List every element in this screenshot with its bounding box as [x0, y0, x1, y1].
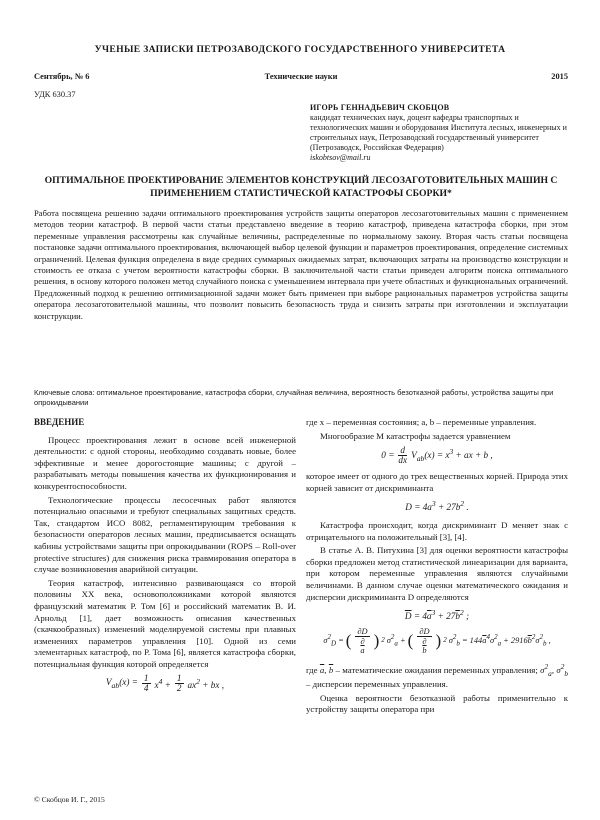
issue-date: Сентябрь, № 6 [34, 72, 90, 81]
paragraph: Многообразие M катастрофы задается уравнением [320, 430, 511, 441]
section-name: Технические науки [264, 72, 338, 81]
journal-title: УЧЕНЫЕ ЗАПИСКИ ПЕТРОЗАВОДСКОГО ГОСУДАРСТВЕННОГО УНИВЕРСИТЕТА [94, 44, 506, 55]
section-heading: ВВЕДЕНИЕ [34, 417, 85, 427]
copyright: © Скобцов И. Г., 2015 [34, 795, 105, 804]
paragraph: В статье А. В. Питухина [3] для оценки вероятности катастрофы сборки предложен метод статистической линеаризации для варианта, при котором переменные управления являются случайными величинами. В данном случае оценки математического ожидания и дисперсии дискриминанта D определяются [306, 545, 568, 602]
author-email[interactable]: iskobtsov@mail.ru [310, 153, 371, 162]
formula-discriminant: $D = 4a^3 + 27b^2$ . [405, 499, 469, 513]
issue-year: 2015 [551, 72, 568, 81]
abstract: Работа посвящена решению задачи оптимального проектирования устройств защиты операторов лесозаготовительных машин с применением методов теории катастроф. В первой части статьи представлено введение в теорию катастроф, приведена катастрофа сборки, при этом переменные управления рассмотрены как случайные величины, распределенные по нормальному закону. Вторая часть статьи посвящена постановке задачи оптимального проектирования, включающей выбор целевой функции и параметров проектирования, определение системных ограничений. Целевая функция определена в виде средних суммарных ожидаемых затрат, включающих затраты на производство конструкции и стоимость ее отказа с учетом вероятности катастрофы сборки. В заключительной части статьи приведен алгоритм поиска оптимального решения, в основу которого положен метод случайного поиска с уменьшением интервала при учете областных и функциональных ограничений. Предложенный подход к решению оптимизационной задачи может быть применен при выборе рациональных параметров устройства защиты оператора лесозаготовительной машины, что позволит повысить безопасность труда и снизить затраты при изготовлении и эксплуатации конструкции. [34, 208, 568, 321]
issue-header [34, 72, 568, 84]
formula-potential: $V_{ab}(x)$ = $\frac{1}{4}$ $x^4$ + $\frac{1}{2}$ $ax^2$ + bx , [105, 673, 225, 694]
formula-mean: $\overline{D} = 4\overline{a}^3 + 27\overline{b}^2$ ; [404, 608, 470, 622]
author-name: ИГОРЬ ГЕННАДЬЕВИЧ СКОБЦОВ [310, 103, 450, 112]
paragraph: Катастрофа происходит, когда дискриминант D меняет знак с отрицательного на положительный [3], [4]. [306, 520, 568, 542]
article-title: ОПТИМАЛЬНОЕ ПРОЕКТИРОВАНИЕ ЭЛЕМЕНТОВ КОНСТРУКЦИЙ ЛЕСОЗАГОТОВИТЕЛЬНЫХ МАШИН С ПРИМЕНЕНИЕМ СТАТИСТИЧЕСКОЙ КАТАСТРОФЫ СБОРКИ* [44, 175, 558, 199]
left-column [34, 417, 296, 699]
author-block [310, 103, 568, 163]
author-affiliation: кандидат технических наук, доцент кафедры транспортных и технологических машин и оборудования Института лесных, инженерных и строительных наук, Петрозаводский государственный университет (Петрозаводск, Российская Федерация) [310, 113, 567, 152]
paragraph: Теория катастроф, интенсивно развивающаяся со второй половины ХХ века, основоположниками которой являются французский математик Р. Том [6] и российский математик В. И. Арнольд [1], дает возможность описания качественных (скачкообразных) изменений моделируемой системы при плавных изменениях параметров управления [10]. Одной из семи элементарных катастроф, по Р. Тома [6], является катастрофа сборки, потенциальная функция которой определяется [34, 577, 296, 669]
paragraph: где $\overline{a}$, $\overline{b}$ – математические ожидания переменных управления; $\sigma^2_a$, $\sigma^2_b$ – дисперсии переменных управления. [306, 661, 569, 690]
paragraph: которое имеет от одного до трех вещественных корней. Природа этих корней зависит от дискриминанта [306, 471, 568, 493]
right-column [306, 417, 568, 718]
formula-manifold: 0 = $\frac{d}{dx}$ $V_{ab}(x) = x^3$ + ax + b , [381, 445, 493, 466]
paragraph: Оценка вероятности безотказной работы применительно к устройству защиты оператора при [306, 692, 568, 715]
paragraph: Процесс проектирования лежит в основе всей инженерной деятельности: с одной стороны, необходимо создавать новые, более эффективные и менее дорогостоящие машины; с другой – разрабатывать методы повышения качества их функционирования и конкурентоспособности. [34, 434, 296, 491]
udk-code: УДК 630.37 [34, 90, 76, 99]
keywords: Ключевые слова: оптимальное проектирование, катастрофа сборки, случайная величина, вероятность безотказной работы, устройства защиты при опрокидывании [34, 388, 554, 407]
paragraph: Технологические процессы лесосечных работ являются потенциально опасными и требуют специальных защитных средств. Так, стандартом ИСО 8082, регламентирующим требования к безопасности операторов лесных машин, предписывается оснащать кабины устройствами защиты при опрокидывании (ROPS – Roll-over protective structures) для снижения риска травмирования оператора в случае возникновения аварийной ситуации. [34, 494, 296, 575]
paragraph: где x – переменная состояния; a, b – переменные управления. [306, 417, 537, 427]
formula-variance: $\sigma^2_D$ = ( ∂D ∂ $\overline{a}$ ) 2 $\sigma^2_a$ + ( ∂D ∂ $\overline{b}$ ) 2 $\sigma^2_b = 144\overline{a}^4\sigma^2_a + 2916\overline{b}^2\sigma^2_b$ , [323, 626, 551, 655]
